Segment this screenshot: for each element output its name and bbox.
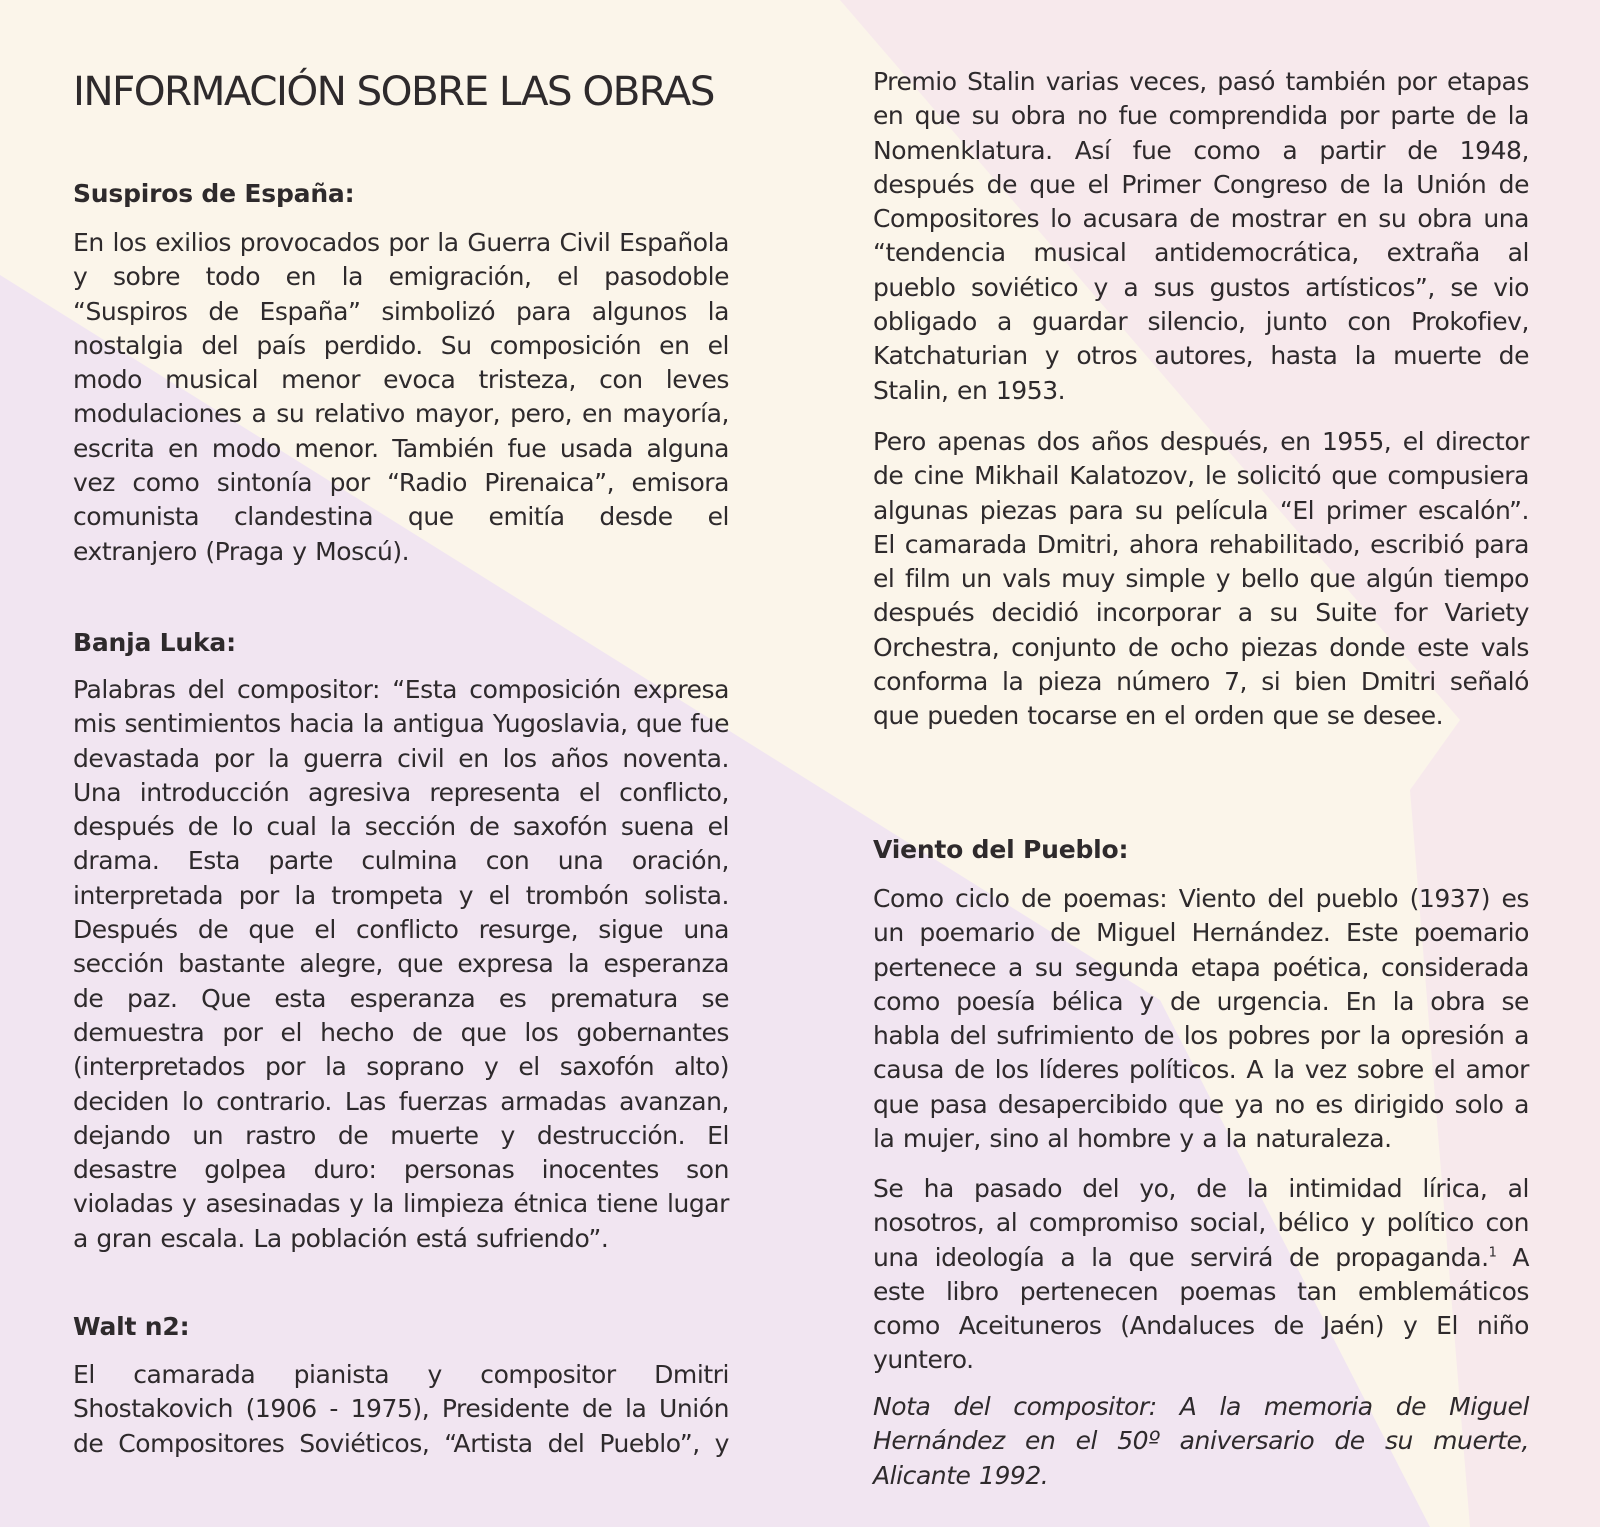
- page-title: INFORMACIÓN SOBRE LAS OBRAS: [73, 67, 714, 115]
- section-heading-walt: Walt n2:: [73, 1312, 190, 1341]
- section-text-walt-start: El camarada pianista y compositor Dmitri Shostakovich (1906 - 1975), Presidente de la Unión de Compositores Soviéticos, “Artista del Pueblo”, y: [73, 1360, 729, 1458]
- composer-note: Nota del compositor: A la memoria de Miguel Hernández en el 50º aniversario de su muerte, Alicante 1992.: [873, 1392, 1529, 1490]
- viento-text-after-footnote: A este libro pertenecen poemas tan emblemáticos como Aceituneros (Andaluces de Jaén) y El niño yuntero.: [873, 1242, 1529, 1375]
- section-text-walt-paragraph-2: Pero apenas dos años después, en 1955, el director de cine Mikhail Kalatozov, le solicitó que compusiera algunas piezas para su película “El primer escalón”. El camarada Dmitri, ahora rehabilitado, escribió para el film un vals muy simple y bello que algún tiempo después decidió incorporar a su Suite for Variety Orchestra, conjunto de ocho piezas donde este vals conforma la pieza número 7, si bien Dmitri señaló que pueden tocarse en el orden que se desee.: [873, 427, 1529, 731]
- section-heading-banja-luka: Banja Luka:: [73, 628, 236, 657]
- viento-text-before-footnote: Se ha pasado del yo, de la intimidad lírica, al nosotros, al compromiso social, bélico y político con una ideología a la que servirá de propaganda.: [873, 1174, 1529, 1272]
- footnote-marker: 1: [1488, 1245, 1497, 1261]
- section-text-banja-luka: Palabras del compositor: “Esta composición expresa mis sentimientos hacia la antigua Yugoslavia, que fue devastada por la guerra civil en los años noventa. Una introducción agresiva representa el conflicto, después de lo cual la sección de saxofón suena el drama. Esta parte culmina con una oración, interpretada por la trompeta y el trombón solista. Después de que el conflicto resurge, sigue una sección bastante alegre, que expresa la esperanza de paz. Que esta esperanza es prematura se demuestra por el hecho de que los gobernantes (interpretados por la soprano y el saxofón alto) deciden lo contrario. Las fuerzas armadas avanzan, dejando un rastro de muerte y destrucción. El desastre golpea duro: personas inocentes son violadas y asesinadas y la limpieza étnica tiene lugar a gran escala. La población está sufriendo”.: [73, 675, 729, 1253]
- section-text-walt-continued: Premio Stalin varias veces, pasó también por etapas en que su obra no fue comprendida por parte de la Nomenklatura. Así fue como a partir de 1948, después de que el Primer Congreso de la Unión de Compositores lo acusara de mostrar en su obra una “tendencia musical antidemocrática, extraña al pueblo soviético y a sus gustos artísticos”, se vio obligado a guardar silencio, junto con Prokofiev, Katchaturian y otros autores, hasta la muerte de Stalin, en 1953.: [873, 67, 1529, 405]
- section-heading-viento: Viento del Pueblo:: [873, 835, 1129, 864]
- section-text-viento-2: [873, 1172, 1529, 1378]
- section-heading-suspiros: Suspiros de España:: [73, 179, 355, 208]
- section-text-viento-1: Como ciclo de poemas: Viento del pueblo (1937) es un poemario de Miguel Hernández. Este poemario pertenece a su segunda etapa poética, considerada como poesía bélica y de urgencia. En la obra se habla del sufrimiento de los pobres por la opresión a causa de los líderes políticos. A la vez sobre el amor que pasa desapercibido que ya no es dirigido solo a la mujer, sino al hombre y a la naturaleza.: [873, 884, 1529, 1154]
- section-text-suspiros: En los exilios provocados por la Guerra Civil Española y sobre todo en la emigración, el pasodoble “Suspiros de España” simbolizó para algunos la nostalgia del país perdido. Su composición en el modo musical menor evoca tristeza, con leves modulaciones a su relativo mayor, pero, en mayoría, escrita en modo menor. También fue usada alguna vez como sintonía por “Radio Pirenaica”, emisora comunista clandestina que emitía desde el extranjero (Praga y Moscú).: [73, 228, 729, 566]
